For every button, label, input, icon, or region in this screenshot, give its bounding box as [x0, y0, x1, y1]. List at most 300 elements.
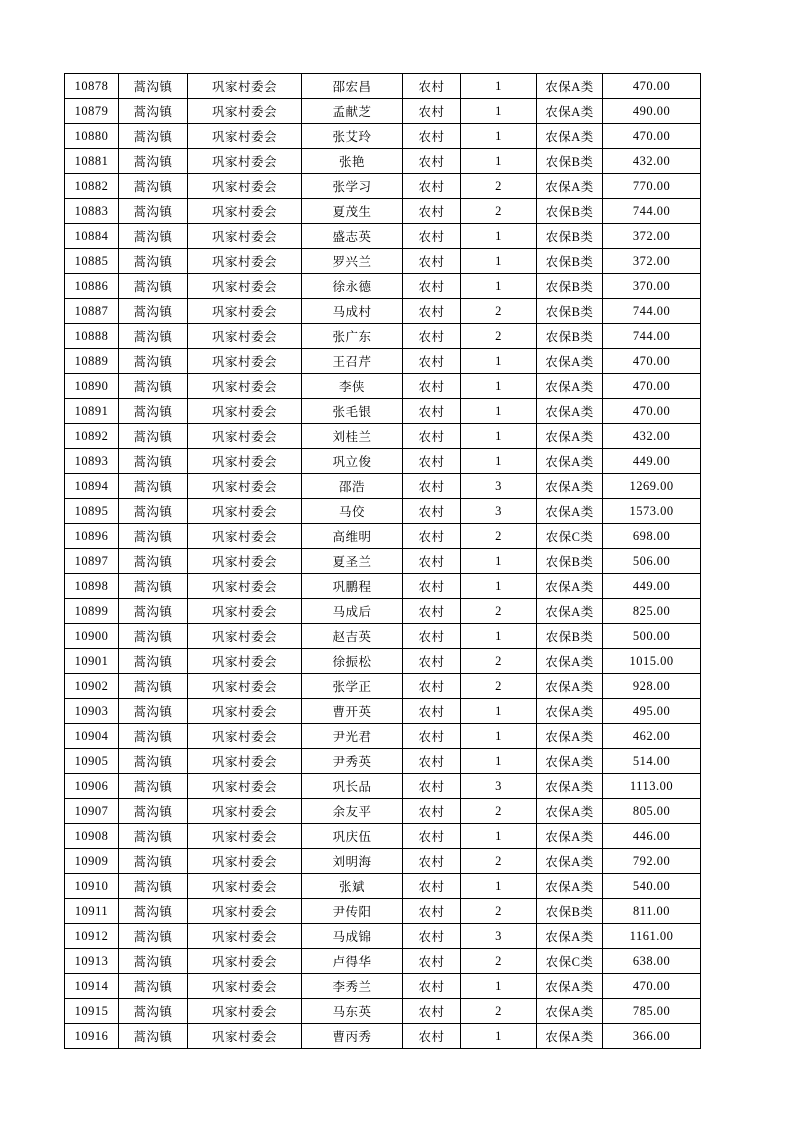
cell-amount: 811.00	[603, 899, 701, 924]
cell-id: 10890	[65, 374, 119, 399]
table-row	[65, 99, 701, 124]
cell-type: 农村	[403, 899, 461, 924]
cell-count: 2	[461, 899, 537, 924]
cell-type: 农村	[403, 824, 461, 849]
cell-town: 蒿沟镇	[119, 549, 188, 574]
table-row	[65, 424, 701, 449]
cell-type: 农村	[403, 724, 461, 749]
table-row	[65, 974, 701, 999]
cell-amount: 744.00	[603, 299, 701, 324]
cell-amount: 495.00	[603, 699, 701, 724]
table-row	[65, 349, 701, 374]
cell-name: 李侠	[302, 374, 403, 399]
cell-amount: 372.00	[603, 249, 701, 274]
cell-town: 蒿沟镇	[119, 949, 188, 974]
cell-village: 巩家村委会	[188, 474, 302, 499]
cell-category: 农保A类	[537, 449, 603, 474]
cell-category: 农保A类	[537, 374, 603, 399]
cell-category: 农保C类	[537, 949, 603, 974]
cell-id: 10900	[65, 624, 119, 649]
cell-name: 邵浩	[302, 474, 403, 499]
table-row	[65, 849, 701, 874]
cell-type: 农村	[403, 324, 461, 349]
cell-village: 巩家村委会	[188, 324, 302, 349]
cell-id: 10902	[65, 674, 119, 699]
cell-count: 2	[461, 324, 537, 349]
cell-category: 农保A类	[537, 699, 603, 724]
cell-name: 夏圣兰	[302, 549, 403, 574]
cell-count: 1	[461, 699, 537, 724]
table-row	[65, 149, 701, 174]
cell-amount: 470.00	[603, 349, 701, 374]
cell-town: 蒿沟镇	[119, 749, 188, 774]
cell-amount: 1015.00	[603, 649, 701, 674]
cell-category: 农保A类	[537, 999, 603, 1024]
cell-town: 蒿沟镇	[119, 824, 188, 849]
cell-category: 农保A类	[537, 749, 603, 774]
cell-name: 尹传阳	[302, 899, 403, 924]
cell-village: 巩家村委会	[188, 724, 302, 749]
cell-name: 张广东	[302, 324, 403, 349]
cell-village: 巩家村委会	[188, 799, 302, 824]
table-row	[65, 174, 701, 199]
table-row	[65, 574, 701, 599]
cell-amount: 446.00	[603, 824, 701, 849]
cell-name: 张斌	[302, 874, 403, 899]
cell-village: 巩家村委会	[188, 874, 302, 899]
cell-amount: 449.00	[603, 574, 701, 599]
table-row	[65, 224, 701, 249]
cell-amount: 744.00	[603, 324, 701, 349]
cell-amount: 514.00	[603, 749, 701, 774]
cell-name: 张毛银	[302, 399, 403, 424]
cell-amount: 470.00	[603, 374, 701, 399]
cell-amount: 370.00	[603, 274, 701, 299]
cell-village: 巩家村委会	[188, 124, 302, 149]
cell-name: 刘明海	[302, 849, 403, 874]
cell-name: 曹开英	[302, 699, 403, 724]
cell-type: 农村	[403, 274, 461, 299]
cell-type: 农村	[403, 524, 461, 549]
cell-amount: 770.00	[603, 174, 701, 199]
cell-count: 1	[461, 349, 537, 374]
cell-village: 巩家村委会	[188, 674, 302, 699]
cell-village: 巩家村委会	[188, 849, 302, 874]
table-row	[65, 299, 701, 324]
cell-amount: 470.00	[603, 974, 701, 999]
cell-category: 农保A类	[537, 649, 603, 674]
cell-type: 农村	[403, 474, 461, 499]
cell-category: 农保A类	[537, 974, 603, 999]
cell-town: 蒿沟镇	[119, 1024, 188, 1049]
cell-category: 农保A类	[537, 499, 603, 524]
cell-count: 3	[461, 774, 537, 799]
table-row	[65, 274, 701, 299]
cell-category: 农保A类	[537, 124, 603, 149]
cell-town: 蒿沟镇	[119, 174, 188, 199]
cell-town: 蒿沟镇	[119, 474, 188, 499]
cell-type: 农村	[403, 699, 461, 724]
cell-count: 2	[461, 299, 537, 324]
cell-count: 1	[461, 399, 537, 424]
cell-id: 10894	[65, 474, 119, 499]
cell-count: 1	[461, 224, 537, 249]
cell-amount: 449.00	[603, 449, 701, 474]
cell-name: 张艾玲	[302, 124, 403, 149]
cell-name: 尹秀英	[302, 749, 403, 774]
cell-count: 1	[461, 624, 537, 649]
cell-id: 10888	[65, 324, 119, 349]
cell-village: 巩家村委会	[188, 999, 302, 1024]
cell-name: 徐振松	[302, 649, 403, 674]
cell-village: 巩家村委会	[188, 624, 302, 649]
table-row	[65, 799, 701, 824]
cell-category: 农保A类	[537, 724, 603, 749]
cell-type: 农村	[403, 924, 461, 949]
table-row	[65, 124, 701, 149]
cell-town: 蒿沟镇	[119, 274, 188, 299]
cell-type: 农村	[403, 349, 461, 374]
cell-type: 农村	[403, 974, 461, 999]
cell-amount: 432.00	[603, 424, 701, 449]
cell-name: 巩庆伍	[302, 824, 403, 849]
cell-type: 农村	[403, 749, 461, 774]
cell-count: 2	[461, 999, 537, 1024]
cell-id: 10905	[65, 749, 119, 774]
cell-count: 2	[461, 649, 537, 674]
cell-amount: 805.00	[603, 799, 701, 824]
cell-village: 巩家村委会	[188, 274, 302, 299]
cell-village: 巩家村委会	[188, 199, 302, 224]
cell-village: 巩家村委会	[188, 374, 302, 399]
table-row	[65, 699, 701, 724]
cell-category: 农保B类	[537, 299, 603, 324]
table-row	[65, 749, 701, 774]
cell-count: 1	[461, 824, 537, 849]
cell-category: 农保B类	[537, 624, 603, 649]
cell-type: 农村	[403, 874, 461, 899]
cell-name: 巩立俊	[302, 449, 403, 474]
cell-count: 3	[461, 499, 537, 524]
cell-type: 农村	[403, 249, 461, 274]
cell-id: 10906	[65, 774, 119, 799]
table-row	[65, 74, 701, 99]
cell-town: 蒿沟镇	[119, 399, 188, 424]
cell-count: 1	[461, 74, 537, 99]
cell-category: 农保A类	[537, 824, 603, 849]
cell-town: 蒿沟镇	[119, 974, 188, 999]
table-row	[65, 924, 701, 949]
cell-town: 蒿沟镇	[119, 499, 188, 524]
cell-id: 10896	[65, 524, 119, 549]
cell-town: 蒿沟镇	[119, 574, 188, 599]
cell-id: 10887	[65, 299, 119, 324]
cell-type: 农村	[403, 774, 461, 799]
cell-count: 2	[461, 949, 537, 974]
cell-count: 2	[461, 799, 537, 824]
cell-town: 蒿沟镇	[119, 149, 188, 174]
cell-id: 10916	[65, 1024, 119, 1049]
cell-category: 农保A类	[537, 874, 603, 899]
table-row	[65, 249, 701, 274]
cell-category: 农保A类	[537, 399, 603, 424]
cell-amount: 928.00	[603, 674, 701, 699]
cell-type: 农村	[403, 424, 461, 449]
cell-town: 蒿沟镇	[119, 349, 188, 374]
cell-name: 马成后	[302, 599, 403, 624]
table-row	[65, 674, 701, 699]
cell-category: 农保A类	[537, 174, 603, 199]
cell-category: 农保A类	[537, 924, 603, 949]
cell-name: 赵吉英	[302, 624, 403, 649]
table-row	[65, 649, 701, 674]
cell-id: 10911	[65, 899, 119, 924]
cell-id: 10898	[65, 574, 119, 599]
cell-town: 蒿沟镇	[119, 674, 188, 699]
cell-id: 10878	[65, 74, 119, 99]
table-row	[65, 999, 701, 1024]
table-row	[65, 549, 701, 574]
cell-category: 农保A类	[537, 574, 603, 599]
cell-id: 10884	[65, 224, 119, 249]
cell-id: 10908	[65, 824, 119, 849]
cell-amount: 1573.00	[603, 499, 701, 524]
cell-count: 1	[461, 749, 537, 774]
cell-type: 农村	[403, 624, 461, 649]
cell-name: 张艳	[302, 149, 403, 174]
table-row	[65, 199, 701, 224]
cell-category: 农保B类	[537, 274, 603, 299]
cell-name: 曹丙秀	[302, 1024, 403, 1049]
cell-village: 巩家村委会	[188, 599, 302, 624]
cell-name: 张学正	[302, 674, 403, 699]
cell-village: 巩家村委会	[188, 99, 302, 124]
cell-town: 蒿沟镇	[119, 199, 188, 224]
cell-name: 余友平	[302, 799, 403, 824]
cell-amount: 785.00	[603, 999, 701, 1024]
cell-amount: 540.00	[603, 874, 701, 899]
cell-type: 农村	[403, 124, 461, 149]
cell-type: 农村	[403, 549, 461, 574]
cell-village: 巩家村委会	[188, 574, 302, 599]
cell-amount: 462.00	[603, 724, 701, 749]
cell-id: 10885	[65, 249, 119, 274]
cell-id: 10889	[65, 349, 119, 374]
cell-category: 农保A类	[537, 774, 603, 799]
cell-amount: 372.00	[603, 224, 701, 249]
cell-amount: 698.00	[603, 524, 701, 549]
table-row	[65, 599, 701, 624]
cell-type: 农村	[403, 999, 461, 1024]
cell-amount: 825.00	[603, 599, 701, 624]
cell-town: 蒿沟镇	[119, 724, 188, 749]
cell-village: 巩家村委会	[188, 74, 302, 99]
cell-name: 张学习	[302, 174, 403, 199]
cell-count: 1	[461, 574, 537, 599]
cell-name: 卢得华	[302, 949, 403, 974]
cell-town: 蒿沟镇	[119, 324, 188, 349]
cell-name: 巩鹏程	[302, 574, 403, 599]
cell-count: 1	[461, 99, 537, 124]
cell-town: 蒿沟镇	[119, 249, 188, 274]
cell-category: 农保A类	[537, 74, 603, 99]
table-row	[65, 624, 701, 649]
cell-amount: 500.00	[603, 624, 701, 649]
cell-amount: 506.00	[603, 549, 701, 574]
table-row	[65, 399, 701, 424]
cell-town: 蒿沟镇	[119, 449, 188, 474]
beneficiary-table	[64, 73, 701, 1049]
cell-village: 巩家村委会	[188, 699, 302, 724]
cell-village: 巩家村委会	[188, 299, 302, 324]
cell-amount: 470.00	[603, 74, 701, 99]
cell-id: 10886	[65, 274, 119, 299]
cell-count: 1	[461, 274, 537, 299]
cell-name: 马东英	[302, 999, 403, 1024]
table-row	[65, 1024, 701, 1049]
cell-category: 农保A类	[537, 599, 603, 624]
cell-count: 2	[461, 674, 537, 699]
table-row	[65, 774, 701, 799]
cell-amount: 1161.00	[603, 924, 701, 949]
cell-town: 蒿沟镇	[119, 899, 188, 924]
cell-count: 1	[461, 424, 537, 449]
cell-category: 农保A类	[537, 424, 603, 449]
cell-type: 农村	[403, 174, 461, 199]
table-row	[65, 524, 701, 549]
table-row	[65, 824, 701, 849]
cell-town: 蒿沟镇	[119, 624, 188, 649]
table-row	[65, 499, 701, 524]
cell-count: 1	[461, 724, 537, 749]
cell-town: 蒿沟镇	[119, 649, 188, 674]
cell-count: 1	[461, 149, 537, 174]
cell-name: 盛志英	[302, 224, 403, 249]
cell-town: 蒿沟镇	[119, 849, 188, 874]
cell-category: 农保B类	[537, 549, 603, 574]
cell-id: 10881	[65, 149, 119, 174]
cell-id: 10912	[65, 924, 119, 949]
cell-town: 蒿沟镇	[119, 299, 188, 324]
cell-town: 蒿沟镇	[119, 424, 188, 449]
cell-count: 1	[461, 974, 537, 999]
cell-count: 2	[461, 599, 537, 624]
cell-count: 2	[461, 524, 537, 549]
cell-name: 李秀兰	[302, 974, 403, 999]
cell-name: 孟献芝	[302, 99, 403, 124]
cell-id: 10892	[65, 424, 119, 449]
cell-village: 巩家村委会	[188, 149, 302, 174]
cell-count: 2	[461, 199, 537, 224]
cell-town: 蒿沟镇	[119, 74, 188, 99]
cell-id: 10895	[65, 499, 119, 524]
cell-name: 马佼	[302, 499, 403, 524]
cell-count: 1	[461, 549, 537, 574]
cell-count: 1	[461, 124, 537, 149]
cell-type: 农村	[403, 574, 461, 599]
cell-amount: 432.00	[603, 149, 701, 174]
cell-id: 10903	[65, 699, 119, 724]
cell-id: 10915	[65, 999, 119, 1024]
cell-type: 农村	[403, 799, 461, 824]
cell-category: 农保B类	[537, 249, 603, 274]
cell-amount: 1269.00	[603, 474, 701, 499]
table-row	[65, 449, 701, 474]
cell-type: 农村	[403, 449, 461, 474]
table-row	[65, 324, 701, 349]
cell-amount: 470.00	[603, 124, 701, 149]
cell-name: 马成村	[302, 299, 403, 324]
cell-id: 10914	[65, 974, 119, 999]
cell-village: 巩家村委会	[188, 949, 302, 974]
cell-type: 农村	[403, 849, 461, 874]
cell-town: 蒿沟镇	[119, 774, 188, 799]
cell-amount: 792.00	[603, 849, 701, 874]
cell-village: 巩家村委会	[188, 824, 302, 849]
cell-id: 10883	[65, 199, 119, 224]
cell-count: 2	[461, 174, 537, 199]
cell-village: 巩家村委会	[188, 424, 302, 449]
cell-name: 刘桂兰	[302, 424, 403, 449]
cell-name: 王召芹	[302, 349, 403, 374]
table-row	[65, 724, 701, 749]
cell-type: 农村	[403, 299, 461, 324]
cell-village: 巩家村委会	[188, 899, 302, 924]
cell-amount: 1113.00	[603, 774, 701, 799]
table-row	[65, 474, 701, 499]
cell-village: 巩家村委会	[188, 924, 302, 949]
cell-category: 农保A类	[537, 349, 603, 374]
cell-category: 农保A类	[537, 849, 603, 874]
cell-count: 1	[461, 1024, 537, 1049]
cell-village: 巩家村委会	[188, 649, 302, 674]
cell-category: 农保B类	[537, 224, 603, 249]
cell-count: 1	[461, 449, 537, 474]
cell-type: 农村	[403, 149, 461, 174]
cell-type: 农村	[403, 649, 461, 674]
cell-type: 农村	[403, 224, 461, 249]
cell-category: 农保B类	[537, 324, 603, 349]
table-row	[65, 899, 701, 924]
cell-category: 农保B类	[537, 199, 603, 224]
cell-id: 10904	[65, 724, 119, 749]
cell-amount: 366.00	[603, 1024, 701, 1049]
cell-count: 1	[461, 249, 537, 274]
cell-town: 蒿沟镇	[119, 524, 188, 549]
cell-id: 10901	[65, 649, 119, 674]
cell-town: 蒿沟镇	[119, 374, 188, 399]
cell-town: 蒿沟镇	[119, 224, 188, 249]
cell-id: 10897	[65, 549, 119, 574]
cell-town: 蒿沟镇	[119, 599, 188, 624]
cell-type: 农村	[403, 949, 461, 974]
cell-village: 巩家村委会	[188, 224, 302, 249]
cell-category: 农保A类	[537, 1024, 603, 1049]
cell-type: 农村	[403, 1024, 461, 1049]
cell-village: 巩家村委会	[188, 1024, 302, 1049]
cell-name: 罗兴兰	[302, 249, 403, 274]
cell-count: 3	[461, 474, 537, 499]
cell-id: 10880	[65, 124, 119, 149]
cell-village: 巩家村委会	[188, 499, 302, 524]
cell-type: 农村	[403, 99, 461, 124]
cell-town: 蒿沟镇	[119, 924, 188, 949]
cell-village: 巩家村委会	[188, 974, 302, 999]
cell-category: 农保A类	[537, 674, 603, 699]
cell-id: 10910	[65, 874, 119, 899]
cell-name: 马成锦	[302, 924, 403, 949]
cell-count: 1	[461, 874, 537, 899]
